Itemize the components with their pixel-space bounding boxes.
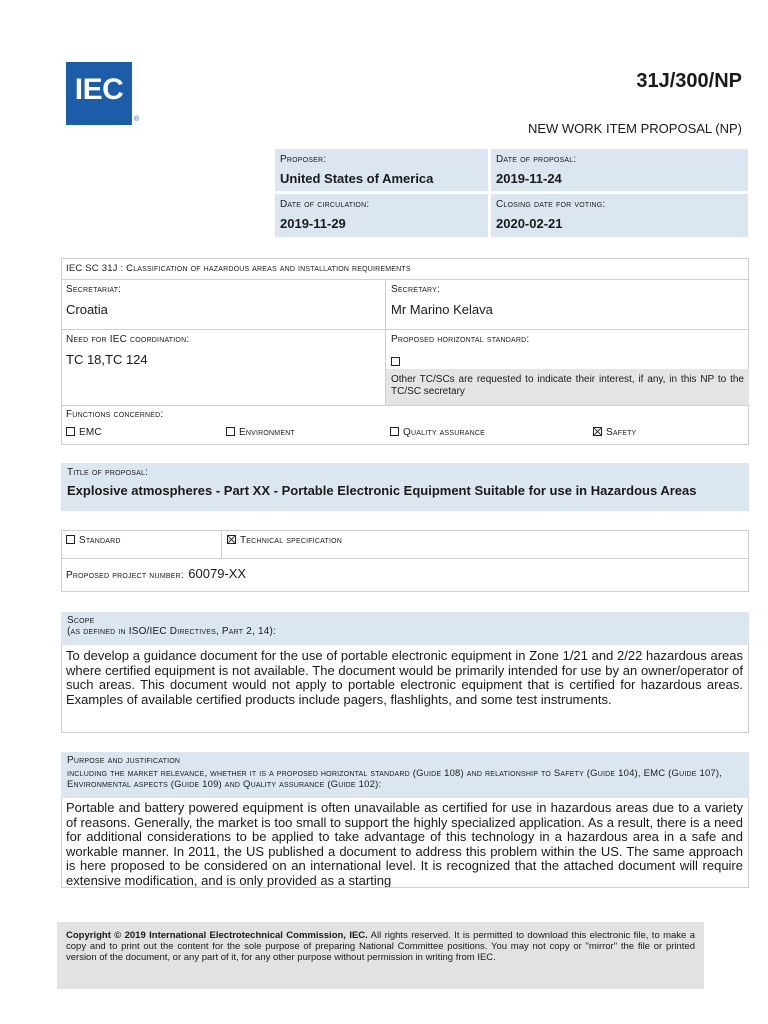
coordination-label: Need for IEC coordination: [66, 334, 190, 345]
coordination-value: TC 18,TC 124 [66, 352, 148, 367]
project-number-value: 60079-XX [188, 566, 247, 581]
purpose-header [61, 752, 749, 798]
divider [61, 405, 749, 406]
closing-date-label: Closing date for voting: [496, 199, 606, 210]
horizontal-standard-checkbox[interactable] [391, 352, 404, 370]
scope-label: Scope [67, 615, 95, 626]
date-proposal-value: 2019-11-24 [496, 171, 562, 186]
title-block [61, 463, 749, 511]
function-quality-label: Quality assurance [403, 427, 486, 438]
logo-text: IEC [74, 73, 124, 106]
function-emc-label: EMC [79, 427, 102, 438]
standard-option[interactable] [66, 535, 121, 546]
function-environment-label: Environment [239, 427, 295, 438]
closing-date-value: 2020-02-21 [496, 216, 563, 231]
purpose-text: Portable and battery powered equipment is often unavailable as certified for use in hazardous areas due to a variety of reasons. Generally, the market is too small to support the highly specialized application. As a result, there is a need for additional considerations to be applied to take advantage of this technology in a hazardous area in a safe and workable manner. In 2011, the US published a document to address this problem within the US. The same approach is here proposed to be considered on an international level. It is recognized that the attached document will require extensive modification, and is only provided as a starting [66, 801, 743, 887]
standard-label: Standard [79, 535, 121, 546]
secretary-label: Secretary: [391, 284, 440, 295]
scope-text: To develop a guidance document for the use of portable electronic equipment in Zone 1/21 and 2/22 hazardous areas where certified equipment is not available. The document would be primarily intended for use by an owner/operator of such areas. This document would not apply to portable electronic equipment that is certified for hazardous areas. Examples of available certified products include pagers, flashlights, and some test instruments. [66, 649, 743, 707]
scope-header [61, 612, 749, 645]
safety-checkbox[interactable] [593, 427, 602, 436]
title-label: Title of proposal: [67, 467, 149, 478]
proposer-cell [275, 149, 488, 191]
function-emc[interactable] [66, 427, 102, 438]
function-safety-label: Safety [606, 427, 637, 438]
copyright-notice [57, 922, 704, 989]
document-type: NEW WORK ITEM PROPOSAL (NP) [527, 121, 742, 136]
closing-date-cell [491, 194, 748, 237]
date-circulation-value: 2019-11-29 [280, 216, 346, 231]
title-value: Explosive atmospheres - Part XX - Portable Electronic Equipment Suitable for use in Hazardous Areas [67, 483, 697, 498]
purpose-label: Purpose and justification [67, 755, 181, 766]
divider [61, 279, 749, 280]
proposer-value: United States of America [280, 171, 434, 186]
quality-assurance-checkbox[interactable] [390, 427, 399, 436]
copyright-text: All rights reserved. It is permitted to download this electronic file, to make a copy and to print out the content for the sole purpose of preparing National Committee positions. You may not copy or "mirror" the file or printed version of the document, or any part of it, for any other purpose without permission in writing from IEC. [66, 930, 695, 964]
committee-title: IEC SC 31J : Classification of hazardous areas and installation requirements [66, 263, 411, 274]
technical-specification-option[interactable] [227, 535, 342, 546]
secretariat-label: Secretariat: [66, 284, 122, 295]
standard-checkbox[interactable] [66, 535, 75, 544]
purpose-sublabel: including the market relevance, whether it is a proposed horizontal standard (Guide 108) and relationship to Safety (Guide 104), EMC (Guide 107), Environmental aspects (Guide 109) and Quality assurance (Guide 102): [67, 768, 723, 790]
secretariat-value: Croatia [66, 302, 108, 317]
divider [61, 558, 749, 559]
date-circulation-cell [275, 194, 488, 237]
divider [221, 530, 222, 558]
function-quality-assurance[interactable] [390, 427, 485, 438]
emc-checkbox[interactable] [66, 427, 75, 436]
technical-specification-checkbox[interactable] [227, 535, 236, 544]
environment-checkbox[interactable] [226, 427, 235, 436]
registered-mark: ® [134, 116, 140, 123]
copyright-bold: Copyright © 2019 International Electrotechnical Commission, IEC. [66, 930, 368, 941]
scope-sublabel: (as defined in ISO/IEC Directives, Part 2, 14): [67, 626, 276, 637]
iec-logo [66, 62, 132, 125]
project-number [66, 565, 246, 583]
secretary-value: Mr Marino Kelava [391, 302, 493, 317]
technical-specification-label: Technical specification [240, 535, 343, 546]
functions-label: Functions concerned: [66, 409, 164, 420]
divider [61, 329, 749, 330]
document-number: 31J/300/NP [636, 70, 742, 92]
date-circulation-label: Date of circulation: [280, 199, 370, 210]
function-safety[interactable] [593, 427, 636, 438]
horizontal-note: Other TC/SCs are requested to indicate their interest, if any, in this NP to the TC/SC secretary [386, 369, 749, 405]
proposer-label: Proposer: [280, 154, 327, 165]
function-environment[interactable] [226, 427, 295, 438]
date-proposal-label: Date of proposal: [496, 154, 577, 165]
project-number-label: Proposed project number: [66, 570, 184, 581]
date-proposal-cell [491, 149, 748, 191]
horizontal-standard-label: Proposed horizontal standard: [391, 334, 530, 345]
